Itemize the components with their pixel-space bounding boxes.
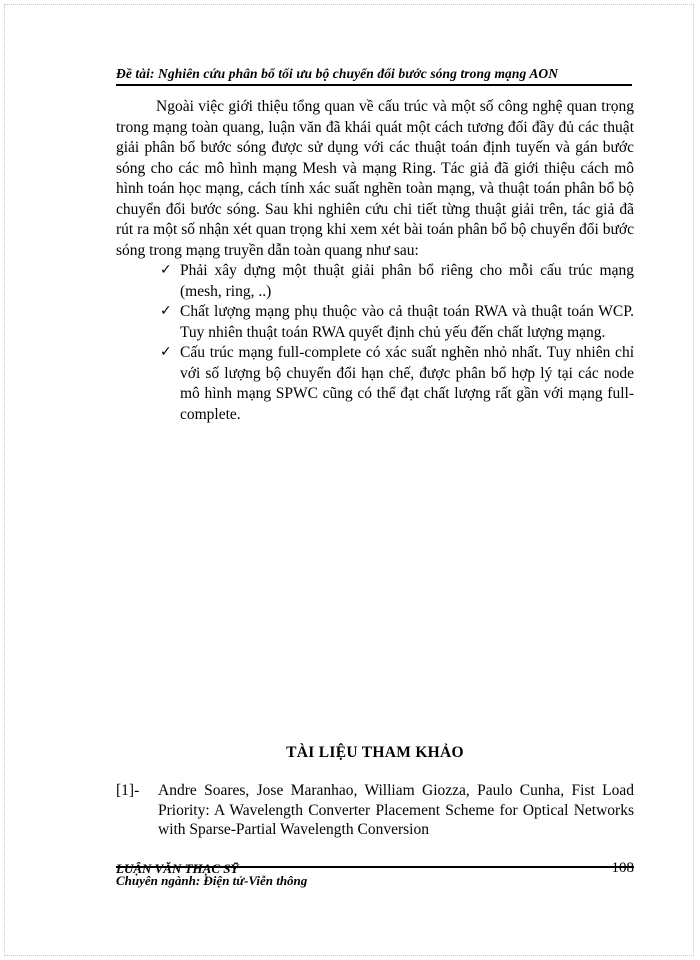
checkmark-icon: ✓	[160, 262, 172, 278]
list-item	[116, 302, 634, 343]
page-footer	[116, 860, 634, 888]
footer-info	[116, 863, 307, 887]
checkmark-icon: ✓	[160, 303, 172, 319]
reference-item	[116, 781, 634, 840]
list-item	[116, 261, 634, 302]
conclusion-list	[116, 261, 634, 425]
list-item-text: Chất lượng mạng phụ thuộc vào cả thuật toán RWA và thuật toán WCP. Tuy nhiên thuật toán RWA quyết định chủ yếu đến chất lượng mạng.	[180, 303, 634, 341]
references-title: TÀI LIỆU THAM KHẢO	[286, 744, 464, 761]
reference-number: [1]-	[116, 782, 140, 799]
footer-thesis-label: LUẬN VĂN THẠC SỸ	[116, 861, 239, 876]
body-text	[116, 97, 634, 425]
list-item-text: Cấu trúc mạng full-complete có xác suất nghẽn nhỏ nhất. Tuy nhiên chỉ với số lượng bộ chuyển đổi hạn chế, được phân bổ hợp lý tại các node mô hình mạng SPWC cũng có thể đạt chất lượng rất gần với mạng full-complete.	[180, 344, 634, 423]
page-number: 108	[611, 860, 634, 876]
reference-text: Andre Soares, Jose Maranhao, William Giozza, Paulo Cunha, Fist Load Priority: A Wavelength Converter Placement Scheme for Optical Networks with Sparse-Partial Wavelength Conversion	[158, 782, 634, 838]
intro-paragraph: Ngoài việc giới thiệu tổng quan về cấu trúc và một số công nghệ quan trọng trong mạng toàn quang, luận văn đã khái quát một cách tương đối đầy đủ các thuật giải phân bổ bước sóng được sử dụng với các thuật toán định tuyến và gán bước sóng cho các mô hình mạng Mesh và mạng Ring. Tác giả đã giới thiệu cách mô hình toán học mạng, cách tính xác suất nghẽn toàn mạng, và thuật toán phân bổ bộ chuyển đổi bước sóng. Sau khi nghiên cứu chi tiết từng thuật giải trên, tác giả đã rút ra một số nhận xét quan trọng khi xem xét bài toán phân bổ bộ chuyển đổi bước sóng trong mạng truyền dẫn toàn quang như sau:	[116, 98, 634, 259]
list-item	[116, 343, 634, 425]
footer-major-label: Chuyên ngành: Điện tử-Viễn thông	[116, 873, 308, 888]
checkmark-icon: ✓	[160, 344, 172, 360]
list-item-text: Phải xây dựng một thuật giải phân bổ riêng cho mỗi cấu trúc mạng (mesh, ring, ..)	[180, 262, 634, 300]
page-header: Đề tài: Nghiên cứu phân bổ tối ưu bộ chuyển đổi bước sóng trong mạng AON	[116, 66, 632, 86]
